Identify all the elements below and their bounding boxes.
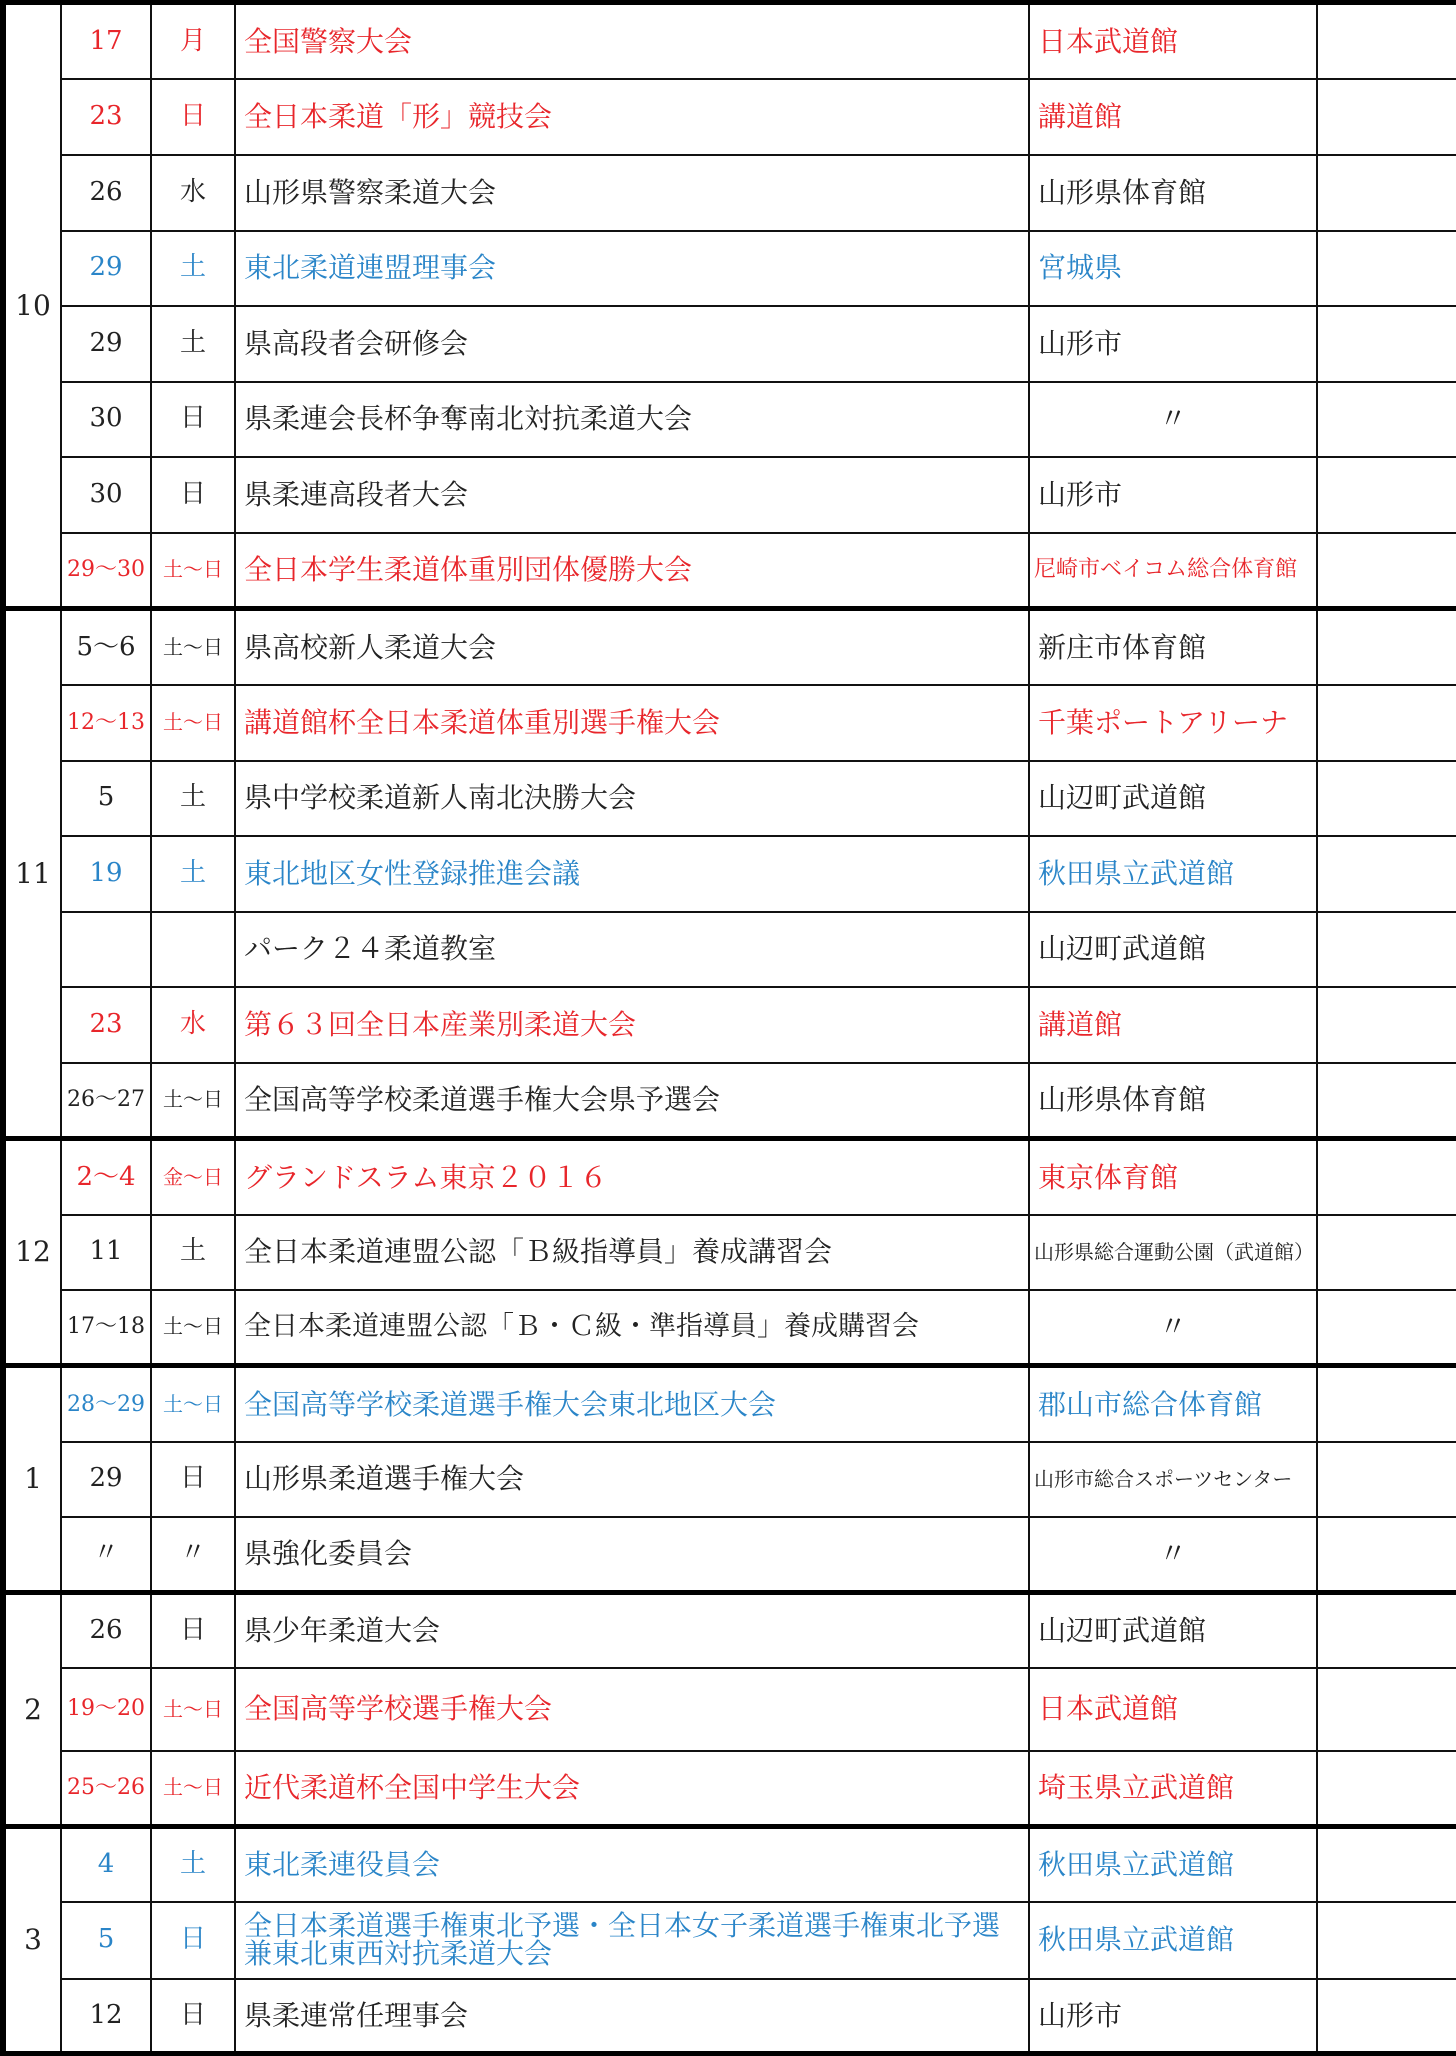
note-cell (1317, 231, 1456, 306)
event-name-cell: 全国高等学校柔道選手権大会県予選会 (235, 1063, 1029, 1139)
note-cell (1317, 1593, 1456, 1668)
note-cell (1317, 1979, 1456, 2054)
note-cell (1317, 1290, 1456, 1366)
note-cell (1317, 382, 1456, 457)
event-name-cell: 全国高等学校選手権大会 (235, 1668, 1029, 1751)
event-name-cell: 全国高等学校柔道選手権大会東北地区大会 (235, 1366, 1029, 1442)
month-cell: 11 (3, 609, 61, 1139)
weekday-cell: 土～日 (151, 609, 235, 685)
event-name-cell: 近代柔道杯全国中学生大会 (235, 1751, 1029, 1827)
venue-cell: 山形市総合スポーツセンター (1029, 1442, 1317, 1517)
day-cell: 25～26 (61, 1751, 151, 1827)
day-cell: 12～13 (61, 685, 151, 761)
note-cell (1317, 1063, 1456, 1139)
event-name-cell: 第６３回全日本産業別柔道大会 (235, 987, 1029, 1063)
note-cell (1317, 155, 1456, 231)
venue-cell: 〃 (1029, 1517, 1317, 1593)
note-cell (1317, 79, 1456, 155)
month-cell: 2 (3, 1593, 61, 1827)
event-name-cell: 県柔連会長杯争奪南北対抗柔道大会 (235, 382, 1029, 457)
note-cell (1317, 609, 1456, 685)
weekday-cell: 土 (151, 761, 235, 836)
month-cell: 3 (3, 1827, 61, 2054)
day-cell: 17 (61, 3, 151, 79)
day-cell: 5 (61, 1902, 151, 1979)
event-name-cell: 県柔連常任理事会 (235, 1979, 1029, 2054)
schedule-row (3, 79, 1456, 155)
schedule-row (3, 987, 1456, 1063)
schedule-row (3, 1979, 1456, 2054)
venue-cell: 東京体育館 (1029, 1139, 1317, 1215)
event-name-cell: 県高段者会研修会 (235, 306, 1029, 382)
schedule-row (3, 761, 1456, 836)
venue-cell: 秋田県立武道館 (1029, 836, 1317, 912)
venue-cell: 山形県体育館 (1029, 1063, 1317, 1139)
event-name-cell: 講道館杯全日本柔道体重別選手権大会 (235, 685, 1029, 761)
weekday-cell: 月 (151, 3, 235, 79)
schedule-row (3, 1366, 1456, 1442)
venue-cell: 山形市 (1029, 1979, 1317, 2054)
schedule-row (3, 1668, 1456, 1751)
schedule-row (3, 609, 1456, 685)
event-name-cell: 県柔連高段者大会 (235, 457, 1029, 533)
weekday-cell: 土～日 (151, 533, 235, 609)
event-name-cell: 山形県柔道選手権大会 (235, 1442, 1029, 1517)
event-name-cell: 全日本柔道「形」競技会 (235, 79, 1029, 155)
venue-cell: 山形市 (1029, 457, 1317, 533)
note-cell (1317, 1215, 1456, 1290)
weekday-cell: 日 (151, 1979, 235, 2054)
day-cell: 29 (61, 306, 151, 382)
weekday-cell: 日 (151, 1593, 235, 1668)
event-name-cell: 東北柔道連盟理事会 (235, 231, 1029, 306)
schedule-row (3, 457, 1456, 533)
note-cell (1317, 987, 1456, 1063)
day-cell: 29 (61, 1442, 151, 1517)
day-cell (61, 912, 151, 987)
day-cell: 28～29 (61, 1366, 151, 1442)
weekday-cell: 土 (151, 306, 235, 382)
event-name-cell: グランドスラム東京２０１６ (235, 1139, 1029, 1215)
weekday-cell: 金～日 (151, 1139, 235, 1215)
weekday-cell: 土～日 (151, 1063, 235, 1139)
weekday-cell: 土 (151, 836, 235, 912)
day-cell: 2～4 (61, 1139, 151, 1215)
event-name-cell: 全日本柔道選手権東北予選・全日本女子柔道選手権東北予選兼東北東西対抗柔道大会 (235, 1902, 1029, 1979)
note-cell (1317, 836, 1456, 912)
note-cell (1317, 1827, 1456, 1902)
event-name-cell: 全国警察大会 (235, 3, 1029, 79)
note-cell (1317, 533, 1456, 609)
schedule-row (3, 306, 1456, 382)
day-cell: 〃 (61, 1517, 151, 1593)
event-name-cell: パーク２４柔道教室 (235, 912, 1029, 987)
schedule-row (3, 231, 1456, 306)
venue-cell: 郡山市総合体育館 (1029, 1366, 1317, 1442)
event-name-cell: 東北地区女性登録推進会議 (235, 836, 1029, 912)
day-cell: 5～6 (61, 609, 151, 685)
day-cell: 12 (61, 1979, 151, 2054)
schedule-row (3, 1517, 1456, 1593)
weekday-cell: 土～日 (151, 1366, 235, 1442)
schedule-row (3, 533, 1456, 609)
venue-cell: 日本武道館 (1029, 3, 1317, 79)
day-cell: 26 (61, 155, 151, 231)
venue-cell: 秋田県立武道館 (1029, 1902, 1317, 1979)
note-cell (1317, 1668, 1456, 1751)
note-cell (1317, 457, 1456, 533)
note-cell (1317, 761, 1456, 836)
weekday-cell: 土 (151, 1827, 235, 1902)
event-name-cell: 全日本柔道連盟公認「Ｂ級指導員」養成講習会 (235, 1215, 1029, 1290)
venue-cell: 〃 (1029, 1290, 1317, 1366)
event-name-cell: 県中学校柔道新人南北決勝大会 (235, 761, 1029, 836)
note-cell (1317, 685, 1456, 761)
event-name-cell: 県強化委員会 (235, 1517, 1029, 1593)
venue-cell: 尼崎市ベイコム総合体育館 (1029, 533, 1317, 609)
day-cell: 19～20 (61, 1668, 151, 1751)
note-cell (1317, 3, 1456, 79)
venue-cell: 山辺町武道館 (1029, 1593, 1317, 1668)
day-cell: 30 (61, 457, 151, 533)
event-name-cell: 全日本学生柔道体重別団体優勝大会 (235, 533, 1029, 609)
schedule-row (3, 155, 1456, 231)
schedule-row (3, 1139, 1456, 1215)
schedule-row (3, 912, 1456, 987)
weekday-cell: 土～日 (151, 1751, 235, 1827)
day-cell: 29～30 (61, 533, 151, 609)
weekday-cell: 日 (151, 1902, 235, 1979)
weekday-cell: 日 (151, 79, 235, 155)
venue-cell: 宮城県 (1029, 231, 1317, 306)
weekday-cell: 日 (151, 457, 235, 533)
weekday-cell: 土～日 (151, 685, 235, 761)
venue-cell: 山形市 (1029, 306, 1317, 382)
note-cell (1317, 912, 1456, 987)
schedule-body (3, 3, 1456, 2054)
schedule-row (3, 685, 1456, 761)
note-cell (1317, 1902, 1456, 1979)
day-cell: 11 (61, 1215, 151, 1290)
note-cell (1317, 1751, 1456, 1827)
schedule-row (3, 382, 1456, 457)
weekday-cell: 〃 (151, 1517, 235, 1593)
venue-cell: 新庄市体育館 (1029, 609, 1317, 685)
venue-cell: 日本武道館 (1029, 1668, 1317, 1751)
schedule-row (3, 1827, 1456, 1902)
weekday-cell: 水 (151, 987, 235, 1063)
venue-cell: 講道館 (1029, 79, 1317, 155)
month-cell: 1 (3, 1366, 61, 1593)
day-cell: 19 (61, 836, 151, 912)
weekday-cell: 日 (151, 1442, 235, 1517)
day-cell: 26～27 (61, 1063, 151, 1139)
event-name-cell: 山形県警察柔道大会 (235, 155, 1029, 231)
day-cell: 30 (61, 382, 151, 457)
venue-cell: 山形県総合運動公園（武道館） (1029, 1215, 1317, 1290)
event-name-cell: 県少年柔道大会 (235, 1593, 1029, 1668)
event-name-cell: 全日本柔道連盟公認「Ｂ・Ｃ級・準指導員」養成購習会 (235, 1290, 1029, 1366)
schedule-row (3, 1290, 1456, 1366)
event-name-cell: 東北柔連役員会 (235, 1827, 1029, 1902)
schedule-row (3, 836, 1456, 912)
month-cell: 12 (3, 1139, 61, 1366)
venue-cell: 千葉ポートアリーナ (1029, 685, 1317, 761)
schedule-row (3, 3, 1456, 79)
weekday-cell: 土 (151, 231, 235, 306)
note-cell (1317, 306, 1456, 382)
schedule-row (3, 1751, 1456, 1827)
day-cell: 29 (61, 231, 151, 306)
weekday-cell: 日 (151, 382, 235, 457)
schedule-row (3, 1902, 1456, 1979)
day-cell: 26 (61, 1593, 151, 1668)
day-cell: 23 (61, 79, 151, 155)
month-cell: 10 (3, 3, 61, 609)
weekday-cell: 土～日 (151, 1290, 235, 1366)
venue-cell: 講道館 (1029, 987, 1317, 1063)
weekday-cell: 土～日 (151, 1668, 235, 1751)
weekday-cell: 土 (151, 1215, 235, 1290)
day-cell: 5 (61, 761, 151, 836)
venue-cell: 埼玉県立武道館 (1029, 1751, 1317, 1827)
venue-cell: 山形県体育館 (1029, 155, 1317, 231)
event-name-cell: 県高校新人柔道大会 (235, 609, 1029, 685)
schedule-row (3, 1063, 1456, 1139)
venue-cell: 山辺町武道館 (1029, 912, 1317, 987)
day-cell: 4 (61, 1827, 151, 1902)
note-cell (1317, 1442, 1456, 1517)
note-cell (1317, 1139, 1456, 1215)
venue-cell: 秋田県立武道館 (1029, 1827, 1317, 1902)
schedule-row (3, 1215, 1456, 1290)
schedule-row (3, 1442, 1456, 1517)
note-cell (1317, 1366, 1456, 1442)
weekday-cell: 水 (151, 155, 235, 231)
schedule-row (3, 1593, 1456, 1668)
venue-cell: 山辺町武道館 (1029, 761, 1317, 836)
day-cell: 23 (61, 987, 151, 1063)
weekday-cell (151, 912, 235, 987)
note-cell (1317, 1517, 1456, 1593)
venue-cell: 〃 (1029, 382, 1317, 457)
day-cell: 17～18 (61, 1290, 151, 1366)
